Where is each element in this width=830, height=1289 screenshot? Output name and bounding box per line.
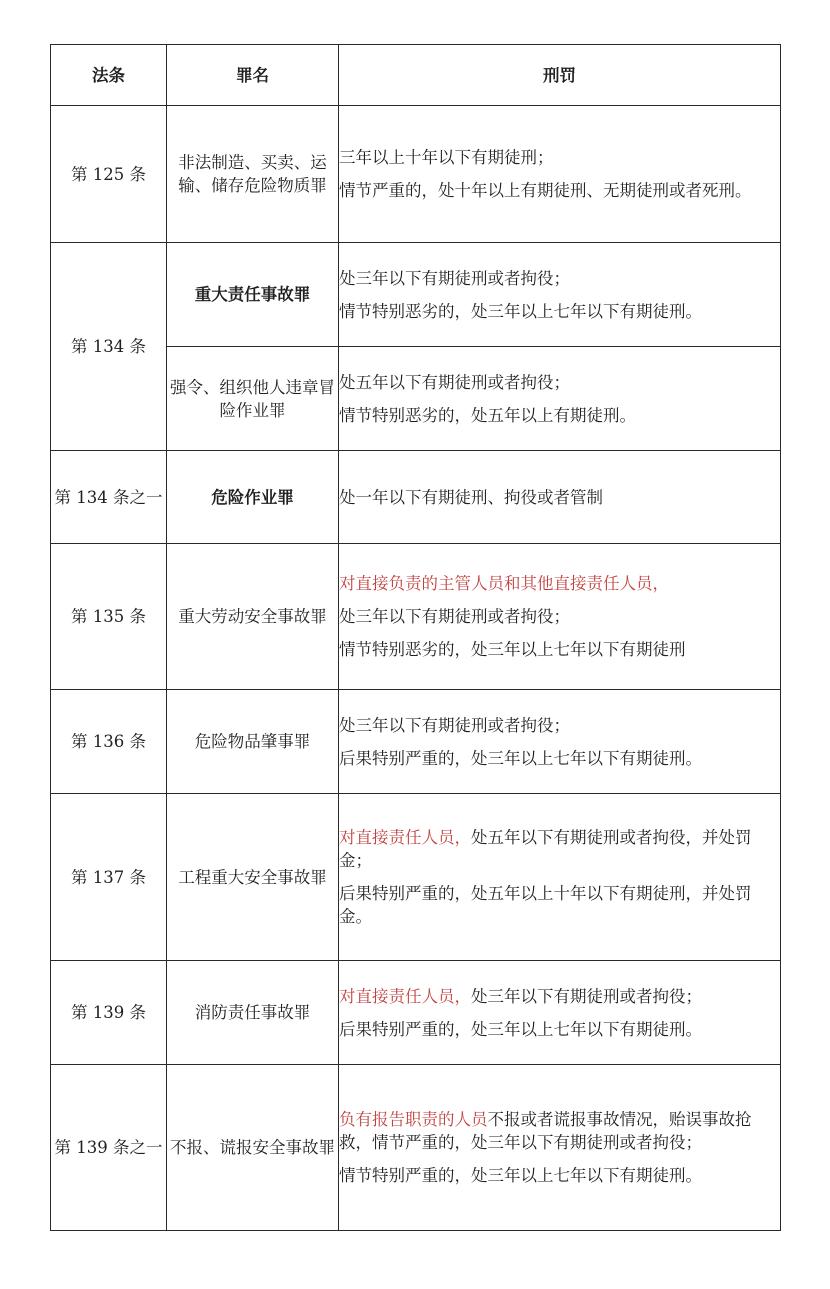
table-row (51, 544, 781, 690)
penalty-cell (339, 1065, 781, 1231)
article-cell: 第 135 条 (51, 544, 167, 690)
crime-cell: 消防责任事故罪 (167, 961, 339, 1065)
penalty-line: 后果特别严重的，处五年以上十年以下有期徒刑，并处罚金。 (339, 884, 752, 926)
penalty-line: 处三年以下有期徒刑或者拘役； (339, 715, 570, 735)
table-row (51, 451, 781, 544)
table-row (51, 243, 781, 347)
penalty-line: 对直接责任人员，处三年以下有期徒刑或者拘役； (339, 986, 702, 1006)
penalty-line: 三年以上十年以下有期徒刑； (339, 148, 554, 167)
penalty-line: 后果特别严重的，处三年以上七年以下有期徒刑。 (339, 748, 702, 768)
penalty-line: 负有报告职责的人员不报或者谎报事故情况，贻误事故抢救，情节严重的，处三年以下有期徒刑或者拘役； (339, 1110, 752, 1152)
penalty-cell (339, 794, 781, 961)
highlight-text: 负有报告职责的人员 (339, 1110, 488, 1129)
penalty-cell (339, 106, 781, 243)
law-table (50, 44, 781, 1231)
penalty-line: 情节特别恶劣的，处五年以上有期徒刑。 (339, 405, 636, 425)
penalty-line: 后果特别严重的，处三年以上七年以下有期徒刑。 (339, 1019, 702, 1039)
crime-cell: 不报、谎报安全事故罪 (167, 1065, 339, 1231)
crime-cell: 危险作业罪 (167, 451, 339, 544)
table-row (51, 1065, 781, 1231)
penalty-cell (339, 347, 781, 451)
penalty-cell (339, 690, 781, 794)
crime-cell: 非法制造、买卖、运输、储存危险物质罪 (167, 106, 339, 243)
header-article: 法条 (51, 45, 167, 106)
crime-cell: 强令、组织他人违章冒险作业罪 (167, 347, 339, 451)
table-row (51, 794, 781, 961)
highlight-text: 对直接责任人员， (339, 986, 471, 1006)
header-crime: 罪名 (167, 45, 339, 106)
penalty-line: 对直接责任人员，处五年以下有期徒刑或者拘役，并处罚金； (339, 828, 752, 870)
table-row (51, 106, 781, 243)
highlight-text: 对直接责任人员， (339, 828, 471, 847)
article-cell: 第 137 条 (51, 794, 167, 961)
header-row (51, 45, 781, 106)
article-cell: 第 136 条 (51, 690, 167, 794)
header-penalty: 刑罚 (339, 45, 781, 106)
penalty-line: 情节严重的，处十年以上有期徒刑、无期徒刑或者死刑。 (339, 181, 752, 200)
penalty-line: 情节特别严重的，处三年以上七年以下有期徒刑。 (339, 1166, 702, 1185)
table-row (51, 690, 781, 794)
penalty-line: 情节特别恶劣的，处三年以上七年以下有期徒刑。 (339, 301, 702, 321)
article-cell: 第 134 条之一 (51, 451, 167, 544)
penalty-line: 处一年以下有期徒刑、拘役或者管制 (339, 487, 603, 507)
table-row (51, 961, 781, 1065)
crime-cell: 重大责任事故罪 (167, 243, 339, 347)
penalty-line (339, 572, 780, 595)
crime-cell: 工程重大安全事故罪 (167, 794, 339, 961)
penalty-line: 处三年以下有期徒刑或者拘役； (339, 268, 570, 288)
penalty-line: 处三年以下有期徒刑或者拘役； (339, 607, 570, 626)
penalty-line: 情节特别恶劣的，处三年以上七年以下有期徒刑 (339, 640, 686, 659)
article-cell: 第 139 条之一 (51, 1065, 167, 1231)
penalty-cell (339, 243, 781, 347)
article-cell: 第 134 条 (51, 243, 167, 451)
crime-cell: 重大劳动安全事故罪 (167, 544, 339, 690)
highlight-text: 对直接负责的主管人员和其他直接责任人员， (339, 574, 669, 593)
penalty-line: 处五年以下有期徒刑或者拘役； (339, 372, 570, 392)
article-cell: 第 125 条 (51, 106, 167, 243)
article-cell: 第 139 条 (51, 961, 167, 1065)
penalty-cell (339, 961, 781, 1065)
crime-cell: 危险物品肇事罪 (167, 690, 339, 794)
penalty-cell (339, 544, 781, 690)
penalty-cell (339, 451, 781, 544)
